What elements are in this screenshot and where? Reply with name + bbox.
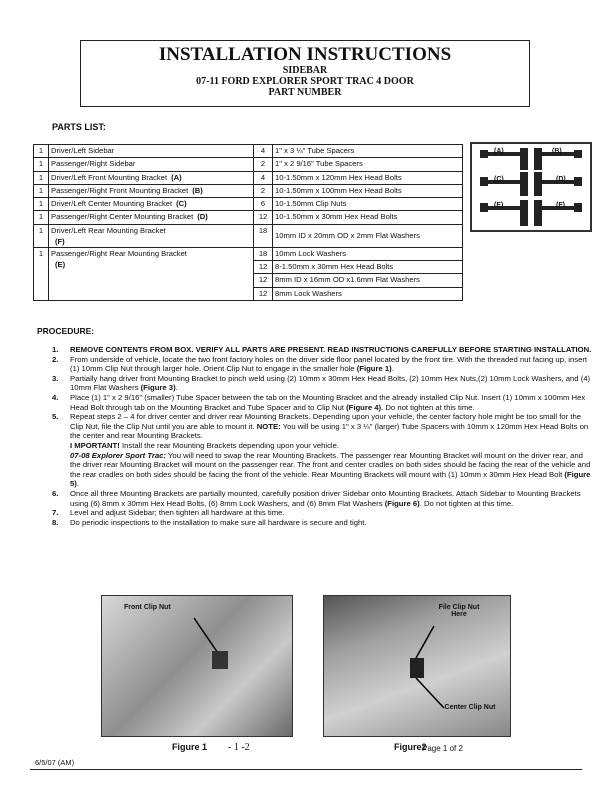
right-qty: 12 [254,211,273,224]
step-5 [52,412,592,489]
parts-row [34,184,463,197]
figure-ref: (Figure 3) [140,383,176,393]
left-desc [49,145,254,158]
parts-row [34,224,463,247]
parts-table [33,144,463,301]
step-6 [52,489,592,508]
right-qty: 4 [254,171,273,184]
left-desc [49,224,254,247]
right-qty: 6 [254,198,273,211]
step-number: 3. [52,373,59,383]
left-desc [49,198,254,211]
figure-2-photo [323,595,511,737]
figure-1-label: Front Clip Nut [124,604,171,611]
left-qty: 1 [34,145,49,158]
part-name: Driver/Left Rear Mounting Bracket [51,225,166,235]
parts-row [34,145,463,158]
step-tail: . [76,479,79,489]
right-qty: 2 [254,184,273,197]
parts-row [34,247,463,260]
step-number: 1. [52,345,59,354]
left-desc [49,247,254,300]
right-desc: 1" x 2 9/16" Tube Spacers [273,158,463,171]
right-qty: 4 [254,145,273,158]
parts-row [34,171,463,184]
note-text: You will be using 1" x 3 ¼" (larger) Tube Spacers with 10mm x 120mm Hex Head Bolts on the center and rear Mounting Brackets. [70,421,589,441]
figure-ref: (Figure 6) [384,498,420,508]
step-tail: . Do not tighten at this time. [419,498,514,508]
parts-row [34,198,463,211]
brackets-illustration [472,144,590,230]
step-text: Once all three Mounting Brackets are partially mounted, carefully position driver Sidebar onto Mounting Brackets. Attach Sidebar to Mounting Brackets using (6) 8mm x 30mm Hex Head Bolts, (6) 8mm Lock Washers, and (6) 8mm Flat Washers [70,488,581,508]
step-number: 7. [52,508,59,518]
right-qty: 12 [254,287,273,300]
step-1 [52,345,592,355]
part-name: Driver/Left Front Mounting Bracket [51,172,168,182]
bracket-label-a: (A) [494,148,504,155]
step-text: Do periodic inspections to the installation to make sure all hardware is secure and tight. [70,517,367,527]
part-code: (D) [197,212,208,222]
right-desc: 1" x 3 ¼" Tube Spacers [273,145,463,158]
right-desc: 10-1.50mm Clip Nuts [273,198,463,211]
step-number: 6. [52,488,59,498]
part-code: (E) [55,259,66,269]
title-box [80,40,530,107]
right-desc: 8mm ID x 16mm OD x1.6mm Flat Washers [273,274,463,287]
left-qty: 1 [34,171,49,184]
right-qty: 18 [254,224,273,247]
figure-2-caption: Figure2 [394,742,427,752]
right-desc: 10mm ID x 20mm OD x 2mm Flat Washers [273,224,463,247]
right-qty: 12 [254,274,273,287]
left-desc [49,171,254,184]
step-number: 2. [52,354,59,364]
part-name: Passenger/Right Rear Mounting Bracket [51,248,187,258]
step-tail: . [175,383,178,393]
parts-row [34,211,463,224]
step-text: REMOVE CONTENTS FROM BOX. VERIFY ALL PARTS ARE PRESENT. READ INSTRUCTIONS CAREFULLY BEFORE STARTING INSTALLATION. [70,345,592,354]
step-3 [52,374,592,393]
page-code: - 1 -2 [228,742,250,753]
part-name: Passenger/Right Center Mounting Bracket [51,212,194,222]
part-name: Driver/Left Sidebar [51,146,115,155]
model-label: 07-08 Explorer Sport Trac: [70,450,166,460]
part-name: Driver/Left Center Mounting Bracket [51,199,173,209]
figure-1-photo [101,595,293,737]
bracket-label-e: (E) [494,202,504,209]
left-desc [49,211,254,224]
step-tail: . Do not tighten at this time. [381,402,475,412]
left-qty: 1 [34,198,49,211]
model-text: You will need to swap the rear Mounting Brackets. The passenger rear Mounting Bracket will mount on the driver rear, and the driver rear Mounting Bracket will mount on the passenger rear. The front and center cradles on both sides should be facing the rear of the vehicle and the rear cradles on both sides should be facing the front of the vehicle. Rear Mounting Brackets will mount with (1) 10mm x 30mm Hex Head Bolt [70,450,591,479]
part-code: (F) [55,236,65,246]
right-desc: 8mm Lock Washers [273,287,463,300]
left-qty: 1 [34,158,49,171]
left-qty: 1 [34,224,49,247]
step-number: 5. [52,412,59,422]
right-desc: 10-1.50mm x 100mm Hex Head Bolts [273,184,463,197]
step-2 [52,355,592,374]
step-number: 4. [52,392,59,402]
page-number: Page 1 of 2 [422,744,463,753]
right-qty: 18 [254,247,273,260]
important-text: Install the rear Mounting Brackets depending upon your vehicle. [119,440,340,450]
left-qty: 1 [34,247,49,300]
procedure-steps [52,345,592,527]
center-clip-label: Center Clip Nut [444,704,496,711]
part-code: (C) [176,199,187,209]
step-text: Repeat steps 2 – 4 for driver center and driver rear Mounting Brackets. Depending upon your vehicle, the center factory hole might be too small for the Clip Nut, file the Clip Nut until you are able to mount it. [70,412,582,431]
step-text: From underside of vehicle, locate the two front factory holes on the driver side floor panel located by the front tire. With the threaded nut facing up, insert (1) 10mm Clip Nut through larger hole. Orient Clip Nut to engage in the smaller hole [70,354,588,374]
vehicle: 07-11 FORD EXPLORER SPORT TRAC 4 DOOR [196,76,414,87]
bracket-label-c: (C) [494,176,504,183]
step-text: Level and adjust Sidebar; then tighten all hardware at this time. [70,508,285,518]
bracket-label-d: (D) [556,176,566,183]
figure-ref: (Figure 5) [70,469,591,489]
figure-1-caption: Figure 1 [172,742,208,752]
brackets-image [470,142,592,232]
step-text: Place (1) 1" x 2 9/16" (smaller) Tube Spacer between the tab on the Mounting Bracket and the already installed Clip Nut. Insert (1) 10mm x 100mm Hex Head Bolt through tab on the Mounting Bracket and Tube Spacer and to Clip Nut [70,392,586,412]
right-desc: 8-1.50mm x 30mm Hex Head Bolts [273,261,463,274]
step-text: Partially hang driver front Mounting Bracket to pinch weld using (2) 10mm x 30mm Hex Head Bolts, (2) 10mm Hex Nuts,(2) 10mm Lock Washers, and (4) 10mm Flat Washers [70,373,591,393]
right-desc: 10mm Lock Washers [273,247,463,260]
right-desc: 10-1.50mm x 120mm Hex Head Bolts [273,171,463,184]
right-qty: 2 [254,158,273,171]
doc-subtitle: SIDEBAR [282,65,328,76]
bracket-label-b: (B) [552,148,562,155]
date: 6/5/07 (AM) [35,758,75,767]
bracket-label-f: (F) [556,202,565,209]
part-name: Passenger/Right Sidebar [51,159,136,169]
part-number: PART NUMBER [268,87,342,98]
note-label: NOTE: [256,421,281,431]
footer-rule [30,769,582,770]
part-code: (A) [171,172,182,182]
left-qty: 1 [34,211,49,224]
doc-title: INSTALLATION INSTRUCTIONS [158,44,452,65]
left-qty: 1 [34,184,49,197]
photo-arrow [102,596,292,736]
right-qty: 12 [254,261,273,274]
procedure-heading: PROCEDURE: [37,326,95,336]
important-label: I MPORTANT! [70,440,120,450]
part-code: (B) [192,185,203,195]
left-desc [49,184,254,197]
step-4 [52,393,592,412]
right-desc: 10-1.50mm x 30mm Hex Head Bolts [273,211,463,224]
part-name: Passenger/Right Front Mounting Bracket [51,185,189,195]
step-8 [52,518,592,528]
parts-list-heading: PARTS LIST: [52,122,106,132]
step-tail: . [391,364,394,374]
figure-ref: (Figure 4) [346,402,382,412]
figure-ref: (Figure 1) [356,364,392,374]
parts-row [34,158,463,171]
step-number: 8. [52,517,59,527]
step-7 [52,508,592,518]
left-desc [49,158,254,171]
file-clip-label: File Clip Nut Here [438,604,480,618]
